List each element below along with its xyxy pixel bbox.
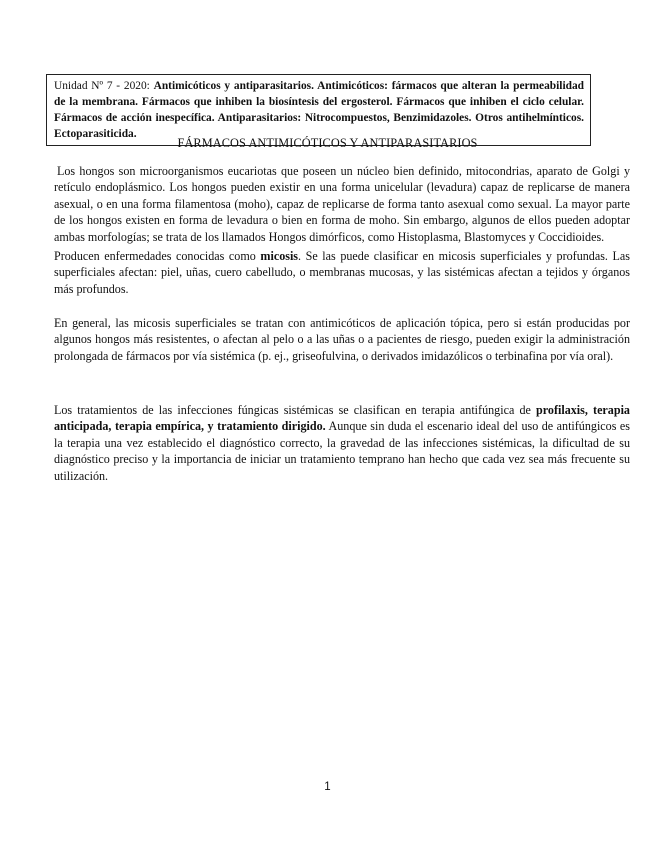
paragraph-systemic-before: Los tratamientos de las infecciones fúngicas sistémicas se clasifican en terapia antifúngica de <box>54 403 537 417</box>
paragraph-systemic-after: Aunque sin duda el escenario ideal del uso de antifúngicos es la terapia una vez establecido el diagnóstico correcto, la gravedad de las infecciones sistémicas, la dificultad de su diagnóstico preciso y la importancia de iniciar un tratamiento temprano han hecho que cada vez sea más frecuente su utilización. <box>54 419 630 483</box>
paragraph-fungi-intro: Los hongos son microorganismos eucariotas que poseen un núcleo bien definido, mitocondrias, aparato de Golgi y retículo endoplásmico. Los hongos pueden existir en una forma unicelular (levadura) capaz de replicarse de manera asexual, o en una forma filamentosa (moho), capaz de replicarse de forma tanto asexual como sexual. La mayor parte de los hongos existen en forma de levadura o bien en forma de moho. Sin embargo, algunos de ellos pueden adoptar ambas morfologías; se trata de los llamados Hongos dimórficos, como Histoplasma, Blastomyces y Coccidioides. <box>54 164 630 244</box>
paragraph-systemic-therapies: profilaxis, terapia anticipada, terapia empírica, y tratamiento dirigido. <box>54 403 630 434</box>
paragraph-mycosis-term: micosis <box>260 249 299 263</box>
page-number: 1 <box>324 781 331 793</box>
paragraph-mycosis-before: Producen enfermedades conocidas como <box>54 249 261 263</box>
paragraph-systemic-treatment <box>54 402 630 484</box>
paragraph-mycosis-after: . Se las puede clasificar en micosis superficiales y profundas. Las superficiales afectan: piel, uñas, cuero cabelludo, o membranas mucosas, y las sistémicas afectan a tejidos y órganos más profundos. <box>54 249 630 296</box>
unit-header-topics: Antimicóticos y antiparasitarios. Antimicóticos: fármacos que alteran la permeabilidad de la membrana. Fármacos que inhiben la biosíntesis del ergosterol. Fármacos que inhiben el ciclo celular. Fármacos de acción inespecífica. Antiparasitarios: Nitrocompuestos, Benzimidazoles. Otros antihelmínticos. Ectoparasiticida. <box>54 80 584 140</box>
page-title: FÁRMACOS ANTIMICÓTICOS Y ANTIPARASITARIOS <box>177 136 478 150</box>
unit-header-prefix: Unidad Nº 7 - 2020: <box>54 80 154 92</box>
paragraph-superficial-treatment: En general, las micosis superficiales se tratan con antimicóticos de aplicación tópica, pero si están producidas por algunos hongos más resistentes, o afectan al pelo o a las uñas o a pacientes de riesgo, pueden exigir la administración prolongada de fármacos por vía sistémica (p. ej., griseofulvina, o derivados imidazólicos o terbinafina por vía oral). <box>54 316 630 363</box>
paragraph-mycosis <box>54 248 630 297</box>
